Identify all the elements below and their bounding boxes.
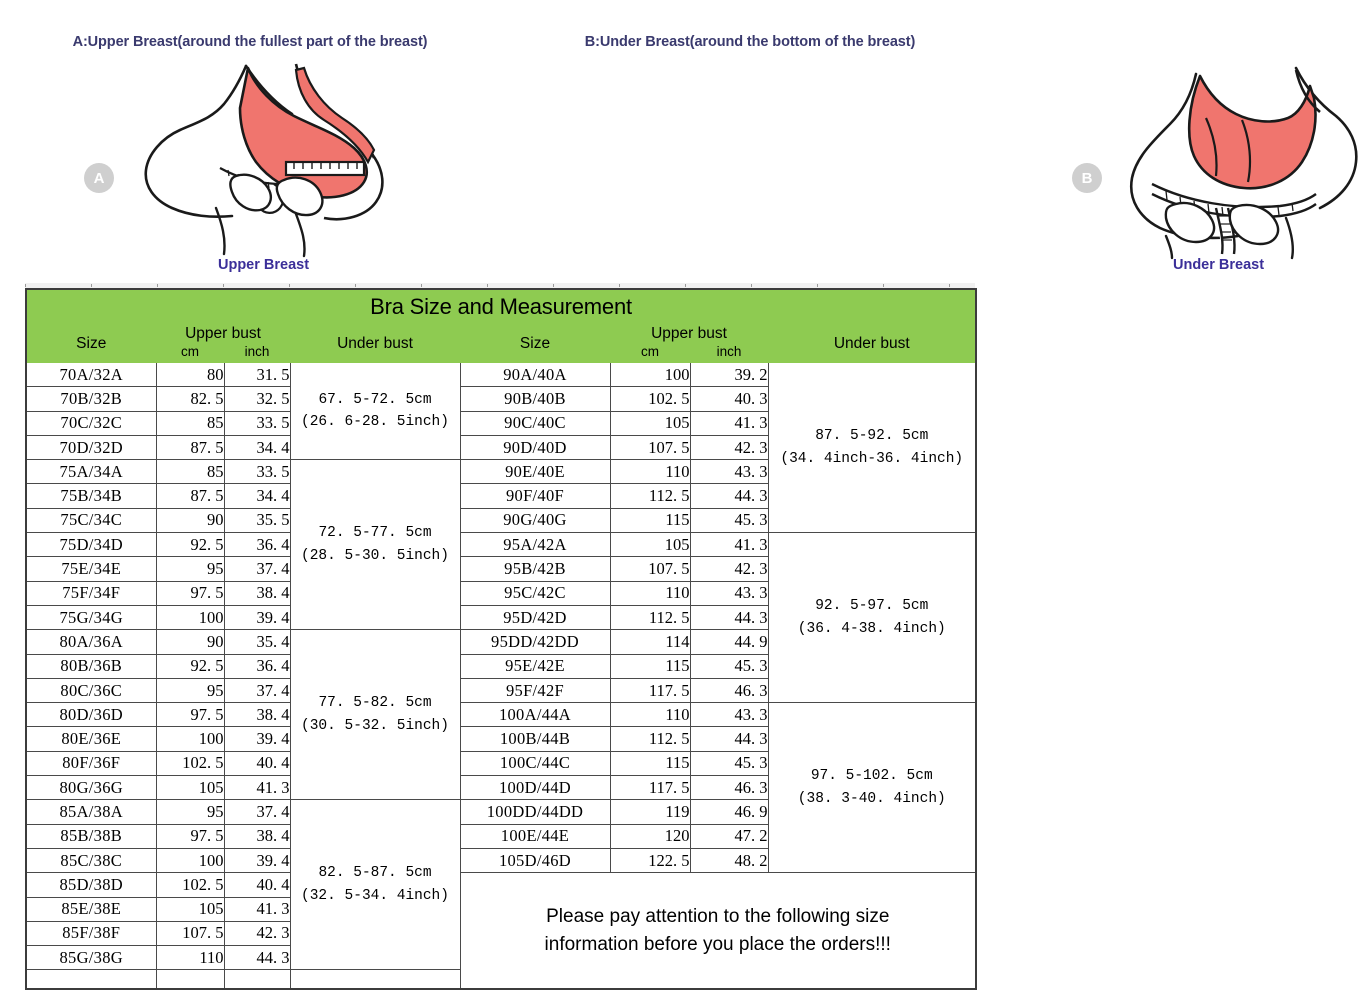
upper-bust-cm-cell: 107. 5 [156, 921, 224, 945]
size-cell: 80B/36B [26, 654, 156, 678]
upper-bust-cm-cell: 100 [156, 848, 224, 872]
col-inch-right: inch [690, 344, 768, 363]
size-cell: 95E/42E [460, 654, 610, 678]
upper-breast-heading: A:Upper Breast(around the fullest part of the breast) [72, 34, 428, 50]
upper-bust-cm-cell: 117. 5 [610, 776, 690, 800]
size-cell: 105D/46D [460, 848, 610, 872]
upper-bust-cm-cell: 90 [156, 508, 224, 532]
size-cell: 95B/42B [460, 557, 610, 581]
table-title: Bra Size and Measurement [26, 289, 976, 325]
size-cell: 70D/32D [26, 435, 156, 459]
upper-bust-cm-cell: 117. 5 [610, 678, 690, 702]
upper-bust-cm-cell: 110 [610, 703, 690, 727]
empty-cell [290, 970, 460, 990]
size-cell: 85B/38B [26, 824, 156, 848]
under-bust-cell [290, 800, 460, 970]
table-body [26, 363, 976, 990]
under-bust-inch: (28. 5-30. 5inch) [301, 547, 449, 564]
size-cell: 85E/38E [26, 897, 156, 921]
under-bust-inch: (34. 4inch-36. 4inch) [780, 450, 964, 467]
upper-bust-cm-cell: 100 [610, 363, 690, 387]
under-breast-illustration-icon [1100, 58, 1370, 263]
upper-bust-inch-cell: 34. 4 [224, 484, 290, 508]
upper-bust-cm-cell: 114 [610, 630, 690, 654]
upper-bust-inch-cell: 46. 3 [690, 678, 768, 702]
upper-bust-cm-cell: 107. 5 [610, 557, 690, 581]
upper-bust-inch-cell: 41. 3 [224, 776, 290, 800]
col-upper-bust-right: Upper bust [610, 325, 768, 344]
size-cell: 90A/40A [460, 363, 610, 387]
upper-bust-cm-cell: 115 [610, 654, 690, 678]
upper-bust-inch-cell: 34. 4 [224, 435, 290, 459]
upper-bust-inch-cell: 39. 4 [224, 727, 290, 751]
upper-bust-inch-cell: 37. 4 [224, 800, 290, 824]
upper-bust-inch-cell: 33. 5 [224, 460, 290, 484]
upper-bust-inch-cell: 39. 4 [224, 605, 290, 629]
size-cell: 90G/40G [460, 508, 610, 532]
size-cell: 90F/40F [460, 484, 610, 508]
size-cell: 85F/38F [26, 921, 156, 945]
upper-breast-panel [0, 0, 500, 283]
empty-cell [224, 970, 290, 990]
upper-bust-cm-cell: 112. 5 [610, 605, 690, 629]
upper-bust-cm-cell: 102. 5 [610, 387, 690, 411]
upper-bust-inch-cell: 38. 4 [224, 703, 290, 727]
under-bust-cell [290, 460, 460, 630]
upper-bust-cm-cell: 112. 5 [610, 727, 690, 751]
upper-bust-cm-cell: 102. 5 [156, 751, 224, 775]
size-cell: 95F/42F [460, 678, 610, 702]
under-breast-heading: B:Under Breast(around the bottom of the breast) [584, 34, 916, 50]
size-notice-line1: Please pay attention to the following size [546, 906, 890, 928]
upper-bust-cm-cell: 92. 5 [156, 654, 224, 678]
col-size-left: Size [26, 325, 156, 363]
upper-bust-cm-cell: 112. 5 [610, 484, 690, 508]
upper-bust-cm-cell: 87. 5 [156, 435, 224, 459]
upper-bust-inch-cell: 42. 3 [690, 557, 768, 581]
size-cell: 70C/32C [26, 411, 156, 435]
size-cell: 80E/36E [26, 727, 156, 751]
size-cell: 80C/36C [26, 678, 156, 702]
upper-bust-cm-cell: 95 [156, 800, 224, 824]
upper-bust-cm-cell: 95 [156, 557, 224, 581]
upper-bust-inch-cell: 41. 3 [224, 897, 290, 921]
size-cell: 100D/44D [460, 776, 610, 800]
col-upper-bust-left: Upper bust [156, 325, 290, 344]
upper-bust-inch-cell: 35. 4 [224, 630, 290, 654]
upper-bust-cm-cell: 97. 5 [156, 824, 224, 848]
size-cell: 75A/34A [26, 460, 156, 484]
under-bust-inch: (38. 3-40. 4inch) [797, 790, 946, 807]
under-breast-label: Under Breast [1173, 257, 1265, 273]
upper-bust-inch-cell: 35. 5 [224, 508, 290, 532]
upper-bust-inch-cell: 45. 3 [690, 751, 768, 775]
upper-bust-inch-cell: 36. 4 [224, 654, 290, 678]
upper-bust-inch-cell: 38. 4 [224, 581, 290, 605]
upper-bust-inch-cell: 32. 5 [224, 387, 290, 411]
size-cell: 95D/42D [460, 605, 610, 629]
upper-bust-inch-cell: 42. 3 [690, 435, 768, 459]
size-cell: 90E/40E [460, 460, 610, 484]
upper-bust-cm-cell: 120 [610, 824, 690, 848]
size-cell: 75B/34B [26, 484, 156, 508]
size-cell: 95C/42C [460, 581, 610, 605]
under-bust-inch: (36. 4-38. 4inch) [797, 620, 946, 637]
upper-breast-label: Upper Breast [218, 257, 310, 273]
size-cell: 70B/32B [26, 387, 156, 411]
empty-cell [26, 970, 156, 990]
under-bust-cm: 97. 5-102. 5cm [810, 768, 933, 785]
col-cm-left: cm [156, 344, 224, 363]
upper-bust-cm-cell: 85 [156, 411, 224, 435]
upper-bust-cm-cell: 110 [610, 581, 690, 605]
under-bust-cell [768, 703, 976, 873]
upper-bust-inch-cell: 40. 4 [224, 751, 290, 775]
size-cell: 80G/36G [26, 776, 156, 800]
size-cell: 85D/38D [26, 873, 156, 897]
upper-bust-inch-cell: 44. 3 [224, 946, 290, 970]
size-cell: 100C/44C [460, 751, 610, 775]
bra-cup-shape [1189, 76, 1315, 188]
upper-bust-inch-cell: 44. 3 [690, 484, 768, 508]
size-cell: 90B/40B [460, 387, 610, 411]
upper-bust-cm-cell: 105 [156, 776, 224, 800]
upper-bust-cm-cell: 87. 5 [156, 484, 224, 508]
size-cell: 80D/36D [26, 703, 156, 727]
size-cell: 100A/44A [460, 703, 610, 727]
upper-bust-cm-cell: 95 [156, 678, 224, 702]
upper-bust-cm-cell: 105 [610, 533, 690, 557]
upper-bust-inch-cell: 45. 3 [690, 654, 768, 678]
upper-bust-inch-cell: 39. 2 [690, 363, 768, 387]
upper-bust-inch-cell: 43. 3 [690, 703, 768, 727]
size-cell: 95A/42A [460, 533, 610, 557]
size-cell: 80F/36F [26, 751, 156, 775]
upper-bust-cm-cell: 97. 5 [156, 703, 224, 727]
upper-breast-illustration-icon [128, 58, 398, 263]
upper-bust-inch-cell: 47. 2 [690, 824, 768, 848]
upper-bust-cm-cell: 92. 5 [156, 533, 224, 557]
upper-bust-cm-cell: 110 [156, 946, 224, 970]
upper-bust-cm-cell: 107. 5 [610, 435, 690, 459]
upper-bust-inch-cell: 38. 4 [224, 824, 290, 848]
size-cell: 80A/36A [26, 630, 156, 654]
upper-bust-cm-cell: 85 [156, 460, 224, 484]
upper-bust-inch-cell: 36. 4 [224, 533, 290, 557]
upper-bust-cm-cell: 80 [156, 363, 224, 387]
upper-bust-inch-cell: 43. 3 [690, 581, 768, 605]
upper-bust-inch-cell: 40. 3 [690, 387, 768, 411]
under-breast-panel [500, 0, 1265, 283]
size-notice-line2: information before you place the orders!!! [544, 933, 891, 955]
upper-bust-cm-cell: 97. 5 [156, 581, 224, 605]
upper-bust-inch-cell: 39. 4 [224, 848, 290, 872]
upper-bust-inch-cell: 41. 3 [690, 533, 768, 557]
under-bust-cell [768, 533, 976, 703]
col-under-bust-right: Under bust [768, 325, 976, 363]
upper-bust-inch-cell: 45. 3 [690, 508, 768, 532]
upper-bust-cm-cell: 110 [610, 460, 690, 484]
upper-bust-cm-cell: 115 [610, 508, 690, 532]
upper-bust-inch-cell: 42. 3 [224, 921, 290, 945]
upper-bust-inch-cell: 31. 5 [224, 363, 290, 387]
size-cell: 75C/34C [26, 508, 156, 532]
upper-bust-cm-cell: 100 [156, 727, 224, 751]
under-bust-cm: 67. 5-72. 5cm [318, 391, 432, 408]
badge-b: B [1072, 163, 1102, 193]
upper-bust-inch-cell: 44. 3 [690, 605, 768, 629]
table-row [26, 703, 976, 727]
illustration-area [0, 0, 1265, 283]
col-cm-right: cm [610, 344, 690, 363]
upper-bust-cm-cell: 100 [156, 605, 224, 629]
upper-bust-inch-cell: 44. 3 [690, 727, 768, 751]
upper-bust-cm-cell: 102. 5 [156, 873, 224, 897]
upper-bust-inch-cell: 41. 3 [690, 411, 768, 435]
upper-bust-cm-cell: 105 [156, 897, 224, 921]
size-cell: 100E/44E [460, 824, 610, 848]
col-size-right: Size [460, 325, 610, 363]
upper-bust-cm-cell: 119 [610, 800, 690, 824]
table-header [26, 289, 976, 363]
size-cell: 85A/38A [26, 800, 156, 824]
under-bust-cm: 72. 5-77. 5cm [318, 525, 432, 542]
table-row [26, 533, 976, 557]
size-cell: 85G/38G [26, 946, 156, 970]
under-bust-cm: 77. 5-82. 5cm [318, 695, 432, 712]
upper-bust-cm-cell: 105 [610, 411, 690, 435]
size-cell: 100B/44B [460, 727, 610, 751]
under-bust-inch: (30. 5-32. 5inch) [301, 717, 449, 734]
under-bust-cm: 82. 5-87. 5cm [318, 865, 432, 882]
upper-bust-inch-cell: 43. 3 [690, 460, 768, 484]
under-bust-cm: 92. 5-97. 5cm [815, 598, 929, 615]
size-cell: 75G/34G [26, 605, 156, 629]
upper-bust-cm-cell: 82. 5 [156, 387, 224, 411]
size-cell: 85C/38C [26, 848, 156, 872]
col-under-bust-left: Under bust [290, 325, 460, 363]
size-cell: 100DD/44DD [460, 800, 610, 824]
under-bust-cell [768, 363, 976, 533]
size-cell: 90D/40D [460, 435, 610, 459]
upper-bust-inch-cell: 37. 4 [224, 557, 290, 581]
size-cell: 75D/34D [26, 533, 156, 557]
badge-a: A [84, 163, 114, 193]
under-bust-cell [290, 630, 460, 800]
size-cell: 70A/32A [26, 363, 156, 387]
upper-bust-inch-cell: 37. 4 [224, 678, 290, 702]
size-notice [460, 873, 976, 990]
under-bust-inch: (26. 6-28. 5inch) [301, 414, 449, 431]
upper-bust-inch-cell: 40. 4 [224, 873, 290, 897]
col-inch-left: inch [224, 344, 290, 363]
bra-size-table [25, 288, 977, 990]
upper-bust-inch-cell: 48. 2 [690, 848, 768, 872]
upper-bust-cm-cell: 122. 5 [610, 848, 690, 872]
upper-bust-inch-cell: 46. 9 [690, 800, 768, 824]
table-row [26, 363, 976, 387]
under-bust-cell [290, 363, 460, 460]
under-bust-inch: (32. 5-34. 4inch) [301, 887, 449, 904]
size-cell: 95DD/42DD [460, 630, 610, 654]
upper-bust-inch-cell: 33. 5 [224, 411, 290, 435]
upper-bust-cm-cell: 115 [610, 751, 690, 775]
empty-cell [156, 970, 224, 990]
under-bust-cm: 87. 5-92. 5cm [815, 428, 929, 445]
upper-bust-cm-cell: 90 [156, 630, 224, 654]
upper-bust-inch-cell: 46. 3 [690, 776, 768, 800]
table-row [26, 873, 976, 897]
size-cell: 75F/34F [26, 581, 156, 605]
size-cell: 90C/40C [460, 411, 610, 435]
size-cell: 75E/34E [26, 557, 156, 581]
upper-bust-inch-cell: 44. 9 [690, 630, 768, 654]
